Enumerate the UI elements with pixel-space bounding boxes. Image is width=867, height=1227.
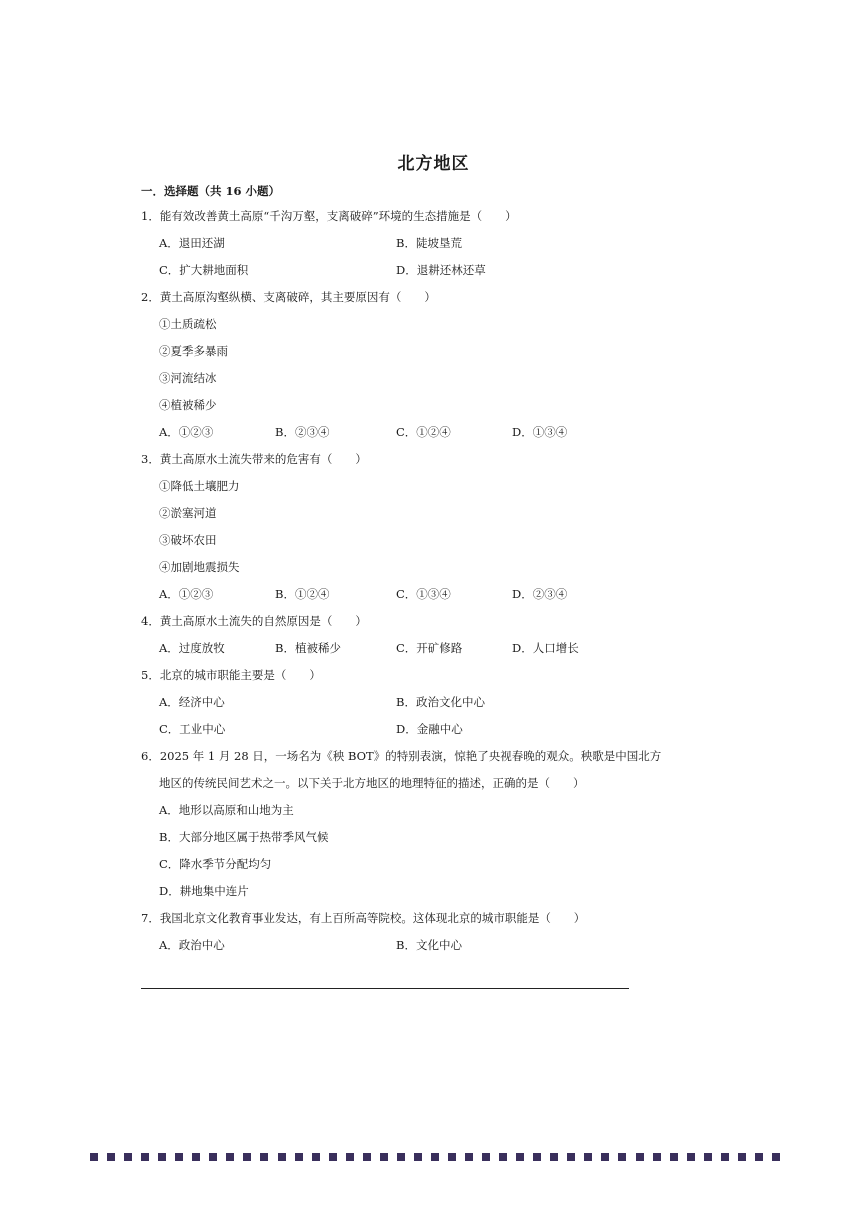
border-dot [226, 1153, 234, 1161]
q4-option-d: D．人口增长 [512, 641, 579, 655]
q3-item-1: ①降低土壤肥力 [159, 479, 240, 493]
border-dot [243, 1153, 251, 1161]
q5-option-d: D．金融中心 [396, 722, 463, 736]
q6-option-c: C．降水季节分配均匀 [159, 857, 272, 871]
section-heading: 一．选择题（共 16 小题） [141, 184, 281, 198]
border-dot [295, 1153, 303, 1161]
border-dot [141, 1153, 149, 1161]
border-dot [704, 1153, 712, 1161]
border-dot [653, 1153, 661, 1161]
q3-item-2: ②淤塞河道 [159, 506, 217, 520]
border-dot [158, 1153, 166, 1161]
question-2-stem: 2．黄土高原沟壑纵横、支离破碎，其主要原因有（ ） [141, 290, 436, 304]
border-dot [397, 1153, 405, 1161]
question-1-stem: 1．能有效改善黄土高原“千沟万壑，支离破碎”环境的生态措施是（ ） [141, 209, 517, 223]
border-dot [533, 1153, 541, 1161]
q1-option-d: D．退耕还林还草 [396, 263, 486, 277]
question-4-stem: 4．黄土高原水土流失的自然原因是（ ） [141, 614, 367, 628]
border-dot [175, 1153, 183, 1161]
question-5-stem: 5．北京的城市职能主要是（ ） [141, 668, 321, 682]
border-dot [738, 1153, 746, 1161]
q3-option-b: B．①②④ [275, 587, 330, 601]
border-dot [363, 1153, 371, 1161]
q1-option-a: A．退田还湖 [159, 236, 225, 250]
q3-item-4: ④加剧地震损失 [159, 560, 240, 574]
question-3-stem: 3．黄土高原水土流失带来的危害有（ ） [141, 452, 367, 466]
border-dot [107, 1153, 115, 1161]
q2-option-d: D．①③④ [512, 425, 568, 439]
q6-option-a: A．地形以高原和山地为主 [159, 803, 294, 817]
q7-option-a: A．政治中心 [159, 938, 225, 952]
border-dot [192, 1153, 200, 1161]
q2-option-c: C．①②④ [396, 425, 451, 439]
q4-option-c: C．开矿修路 [396, 641, 463, 655]
q2-option-a: A．①②③ [159, 425, 214, 439]
border-dot [670, 1153, 678, 1161]
border-dot [260, 1153, 268, 1161]
border-dot [329, 1153, 337, 1161]
q6-option-d: D．耕地集中连片 [159, 884, 249, 898]
q5-option-c: C．工业中心 [159, 722, 226, 736]
border-dot [772, 1153, 780, 1161]
border-dot [380, 1153, 388, 1161]
page-border-dots [90, 1153, 780, 1161]
border-dot [346, 1153, 354, 1161]
q2-item-3: ③河流结冰 [159, 371, 217, 385]
q3-option-c: C．①③④ [396, 587, 451, 601]
question-6-stem-line-1: 6．2025 年 1 月 28 日，一场名为《秧 BOT》的特别表演，惊艳了央视春晚的观众。秧歌是中国北方 [141, 749, 662, 763]
border-dot [755, 1153, 763, 1161]
border-dot [465, 1153, 473, 1161]
border-dot [124, 1153, 132, 1161]
border-dot [499, 1153, 507, 1161]
q4-option-b: B．植被稀少 [275, 641, 341, 655]
question-7-stem: 7．我国北京文化教育事业发达，有上百所高等院校。这体现北京的城市职能是（ ） [141, 911, 586, 925]
q1-option-c: C．扩大耕地面积 [159, 263, 249, 277]
q2-item-1: ①土质疏松 [159, 317, 217, 331]
q3-option-d: D．②③④ [512, 587, 568, 601]
q3-option-a: A．①②③ [159, 587, 214, 601]
border-dot [448, 1153, 456, 1161]
q1-option-b: B．陡坡垦荒 [396, 236, 462, 250]
border-dot [567, 1153, 575, 1161]
q6-option-b: B．大部分地区属于热带季风气候 [159, 830, 329, 844]
q2-option-b: B．②③④ [275, 425, 330, 439]
border-dot [482, 1153, 490, 1161]
border-dot [636, 1153, 644, 1161]
q5-option-b: B．政治文化中心 [396, 695, 485, 709]
border-dot [687, 1153, 695, 1161]
border-dot [618, 1153, 626, 1161]
footnote-divider [141, 988, 629, 989]
border-dot [209, 1153, 217, 1161]
border-dot [90, 1153, 98, 1161]
q5-option-a: A．经济中心 [159, 695, 225, 709]
border-dot [550, 1153, 558, 1161]
border-dot [312, 1153, 320, 1161]
q3-item-3: ③破坏农田 [159, 533, 217, 547]
border-dot [278, 1153, 286, 1161]
q2-item-2: ②夏季多暴雨 [159, 344, 228, 358]
border-dot [721, 1153, 729, 1161]
border-dot [431, 1153, 439, 1161]
page-title: 北方地区 [397, 154, 470, 174]
q4-option-a: A．过度放牧 [159, 641, 225, 655]
q2-item-4: ④植被稀少 [159, 398, 217, 412]
border-dot [414, 1153, 422, 1161]
border-dot [584, 1153, 592, 1161]
q7-option-b: B．文化中心 [396, 938, 462, 952]
border-dot [516, 1153, 524, 1161]
border-dot [601, 1153, 609, 1161]
question-6-stem-line-2: 地区的传统民间艺术之一。以下关于北方地区的地理特征的描述，正确的是（ ） [159, 776, 585, 790]
